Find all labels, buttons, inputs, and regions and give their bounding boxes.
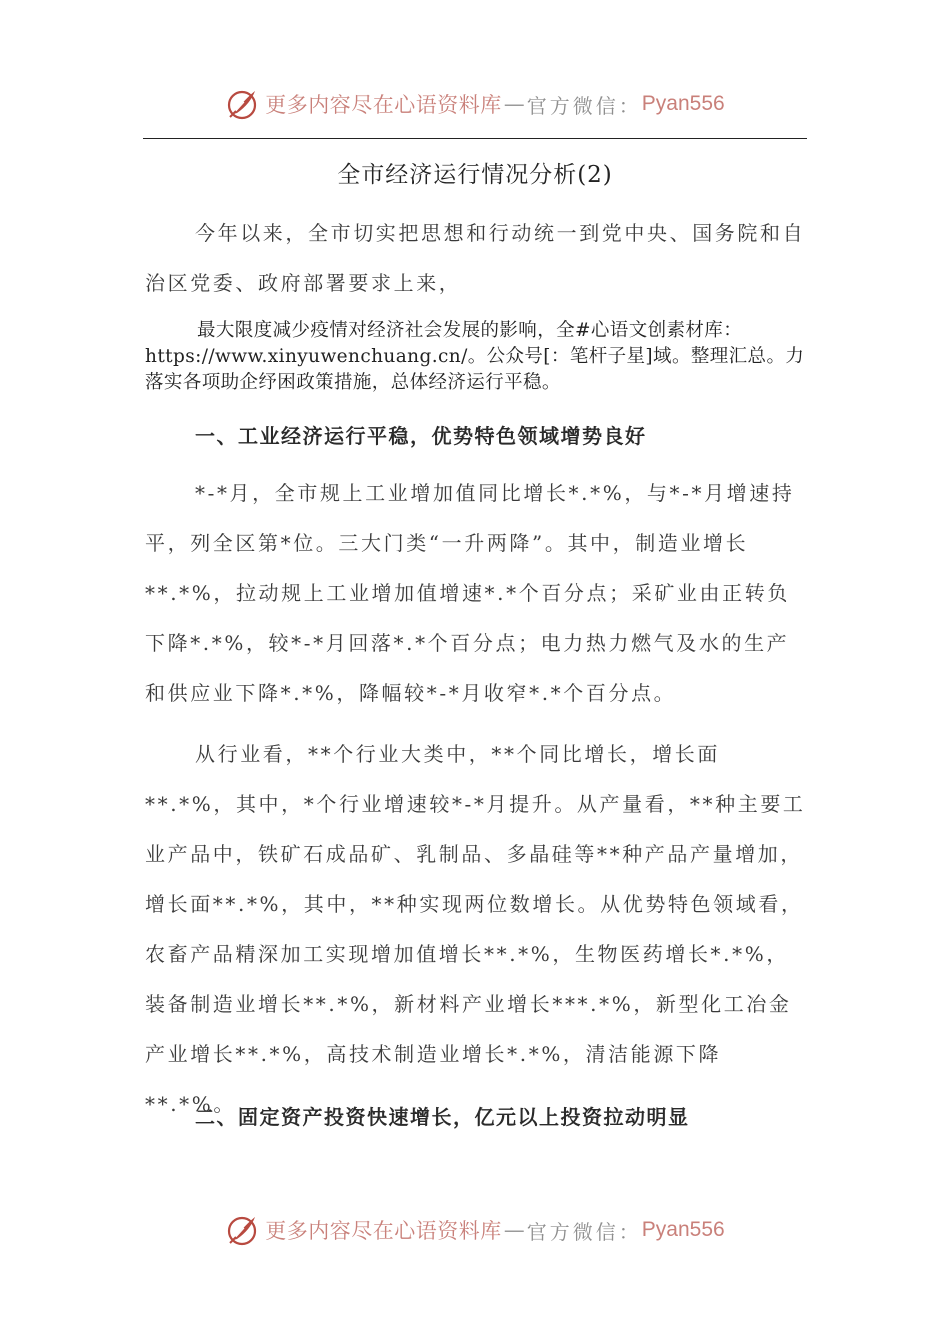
section-1-heading: 一、工业经济运行平稳，优势特色领域增势良好	[195, 424, 647, 448]
watermark-dash: —	[503, 1218, 525, 1242]
watermark-label: 官方微信：	[526, 1219, 642, 1244]
watermark-text: 更多内容尽在心语资料库	[265, 1219, 502, 1243]
section-1-paragraph-1: *-*月，全市规上工业增加值同比增长*.*%，与*-*月增速持平，列全区第*位。三大门类“一升两降”。其中，制造业增长**.*%，拉动规上工业增加值增速*.*个百分点；采矿业由正转负下降*.*%，较*-*月回落*.*个百分点；电力热力燃气及水的生产和供应业下降*.*%，降幅较*-*月收窄*.*个百分点。	[145, 481, 795, 705]
watermark-text: 更多内容尽在心语资料库	[265, 93, 502, 117]
watermark-wechat-id: Pyan556	[641, 1218, 725, 1241]
watermark-wechat-id: Pyan556	[641, 92, 725, 115]
footer-watermark	[0, 1210, 950, 1250]
intro-paragraph: 今年以来，全市切实把思想和行动统一到党中央、国务院和自治区党委、政府部署要求上来，	[145, 221, 806, 295]
section-1-paragraph-2: 从行业看，**个行业大类中，**个同比增长，增长面**.*%，其中，*个行业增速较*-*月提升。从产量看，**种主要工业产品中，铁矿石成品矿、乳制品、多晶硅等**种产品产量增加，增长面**.*%，其中，**种实现两位数增长。从优势特色领域看，农畜产品精深加工实现增加值增长**.*%，生物医药增长*.*%，装备制造业增长**.*%，新材料产业增长***.*%，新型化工冶金产业增长**.*%，高技术制造业增长*.*%，清洁能源下降**.*%。	[145, 742, 806, 1116]
note-paragraph: 最大限度减少疫情对经济社会发展的影响，全#心语文创素材库：https://www.xinyuwenchuang.cn/。公众号[：笔杆子星]域。整理汇总。力落实各项助企纾困政策措施，总体经济运行平稳。	[145, 320, 805, 393]
quill-pen-logo-icon	[225, 1213, 259, 1247]
section-2-heading: 二、固定资产投资快速增长，亿元以上投资拉动明显	[195, 1105, 690, 1129]
quill-pen-logo-icon	[225, 87, 259, 121]
header-divider	[143, 138, 807, 139]
watermark-label: 官方微信：	[526, 93, 642, 118]
watermark-dash: —	[503, 92, 525, 116]
header-watermark	[0, 84, 950, 124]
document-title: 全市经济运行情况分析(2)	[337, 162, 613, 188]
